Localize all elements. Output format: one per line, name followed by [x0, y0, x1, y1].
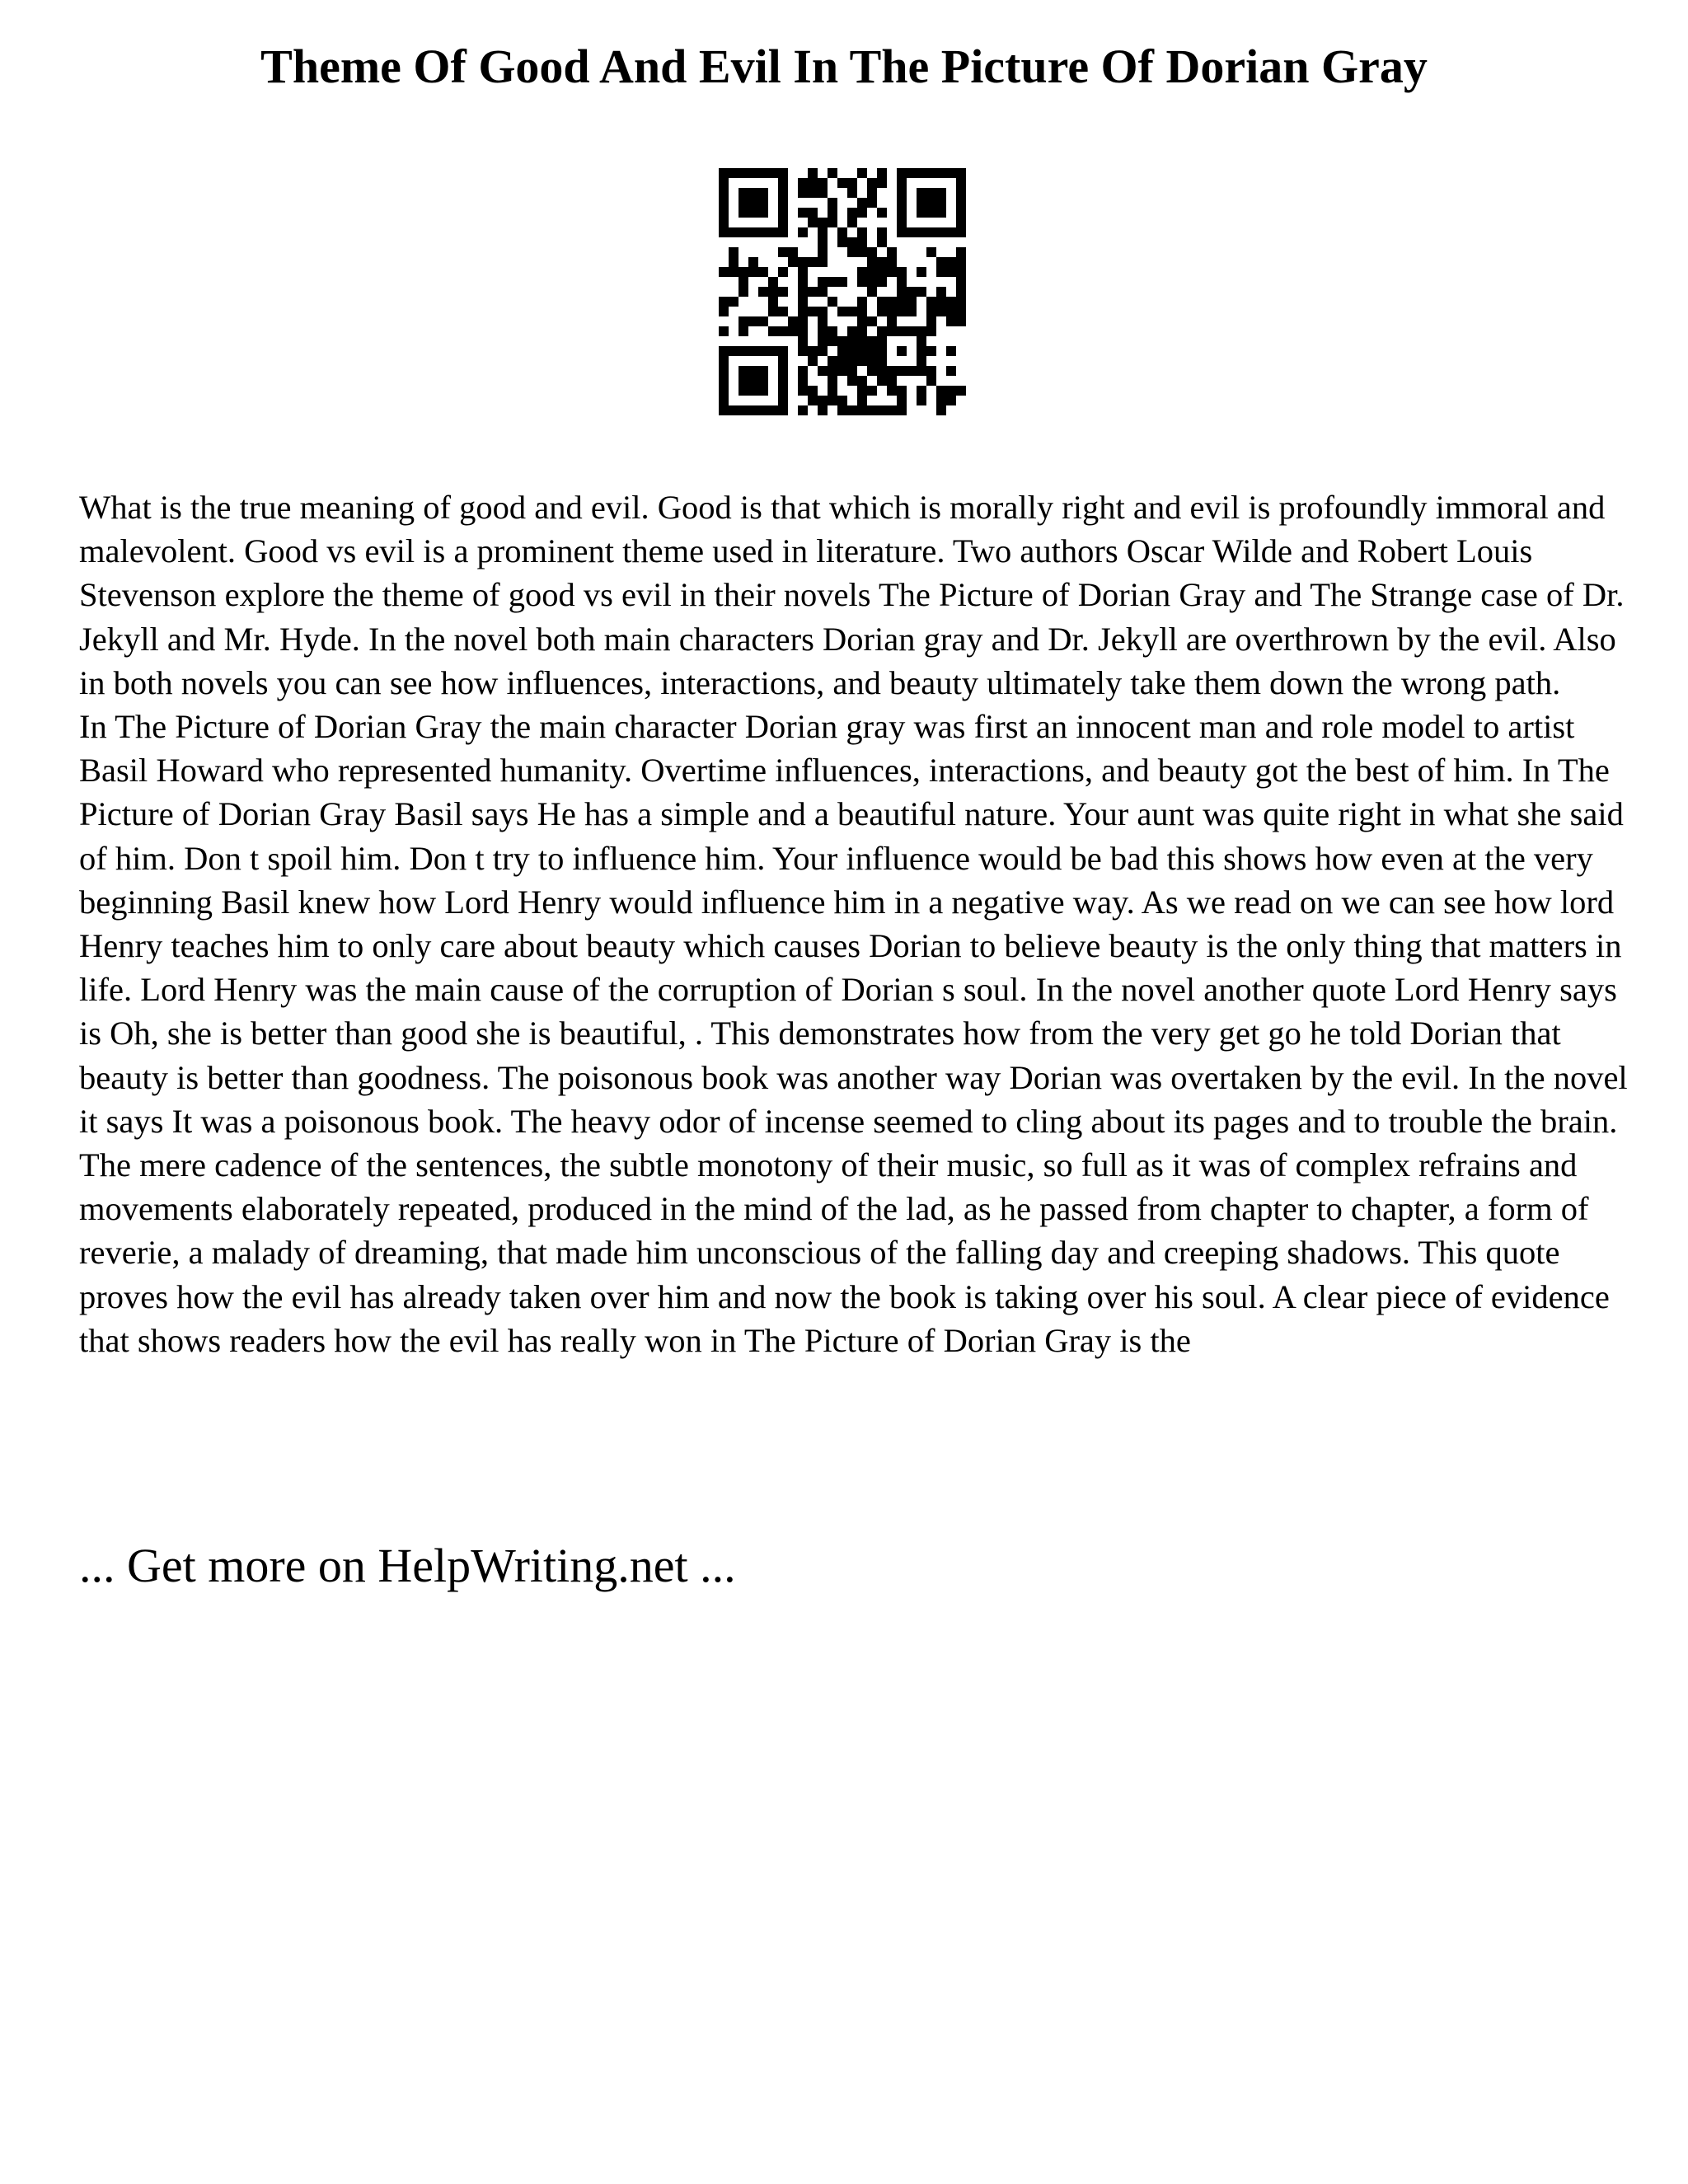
get-more-link[interactable]: ... Get more on HelpWriting.net ... — [79, 1539, 736, 1592]
document-title: Theme Of Good And Evil In The Picture Of Dorian Gray — [260, 40, 1428, 93]
qr-code-icon — [719, 168, 966, 415]
essay-body — [79, 485, 1629, 1362]
essay-paragraph-1: What is the true meaning of good and evil. Good is that which is morally right and evil is profoundly immoral and malevolent. Good vs evil is a prominent theme used in literature. Two authors Oscar Wilde and Robert Louis Stevenson explore the theme of good vs evil in their novels The Picture of Dorian Gray and The Strange case of Dr. Jekyll and Mr. Hyde. In the novel both main characters Dorian gray and Dr. Jekyll are overthrown by the evil. Also in both novels you can see how influences, interactions, and beauty ultimately take them down the wrong path. — [79, 489, 1625, 701]
essay-paragraph-2: In The Picture of Dorian Gray the main character Dorian gray was first an innocent man and role model to artist Basil Howard who represented humanity. Overtime influences, interactions, and beauty got the best of him. In The Picture of Dorian Gray Basil says He has a simple and a beautiful nature. Your aunt was quite right in what she said of him. Don t spoil him. Don t try to influence him. Your influence would be bad this shows how even at the very beginning Basil knew how Lord Henry would influence him in a negative way. As we read on we can see how lord Henry teaches him to only care about beauty which causes Dorian to believe beauty is the only thing that matters in life. Lord Henry was the main cause of the corruption of Dorian s soul. In the novel another quote Lord Henry says is Oh, she is better than good she is beautiful, . This demonstrates how from the very get go he told Dorian that beauty is better than goodness. The poisonous book was another way Dorian was overtaken by the evil. In the novel it says It was a poisonous book. The heavy odor of incense seemed to cling about its pages and to trouble the brain. The mere cadence of the sentences, the subtle monotony of their music, so full as it was of complex refrains and movements elaborately repeated, produced in the mind of the lad, as he passed from chapter to chapter, a form of reverie, a malady of dreaming, that made him unconscious of the falling day and creeping shadows. This quote proves how the evil has already taken over him and now the book is taking over his soul. A clear piece of evidence that shows readers how the evil has really won in The Picture of Dorian Gray is the — [79, 708, 1628, 1359]
